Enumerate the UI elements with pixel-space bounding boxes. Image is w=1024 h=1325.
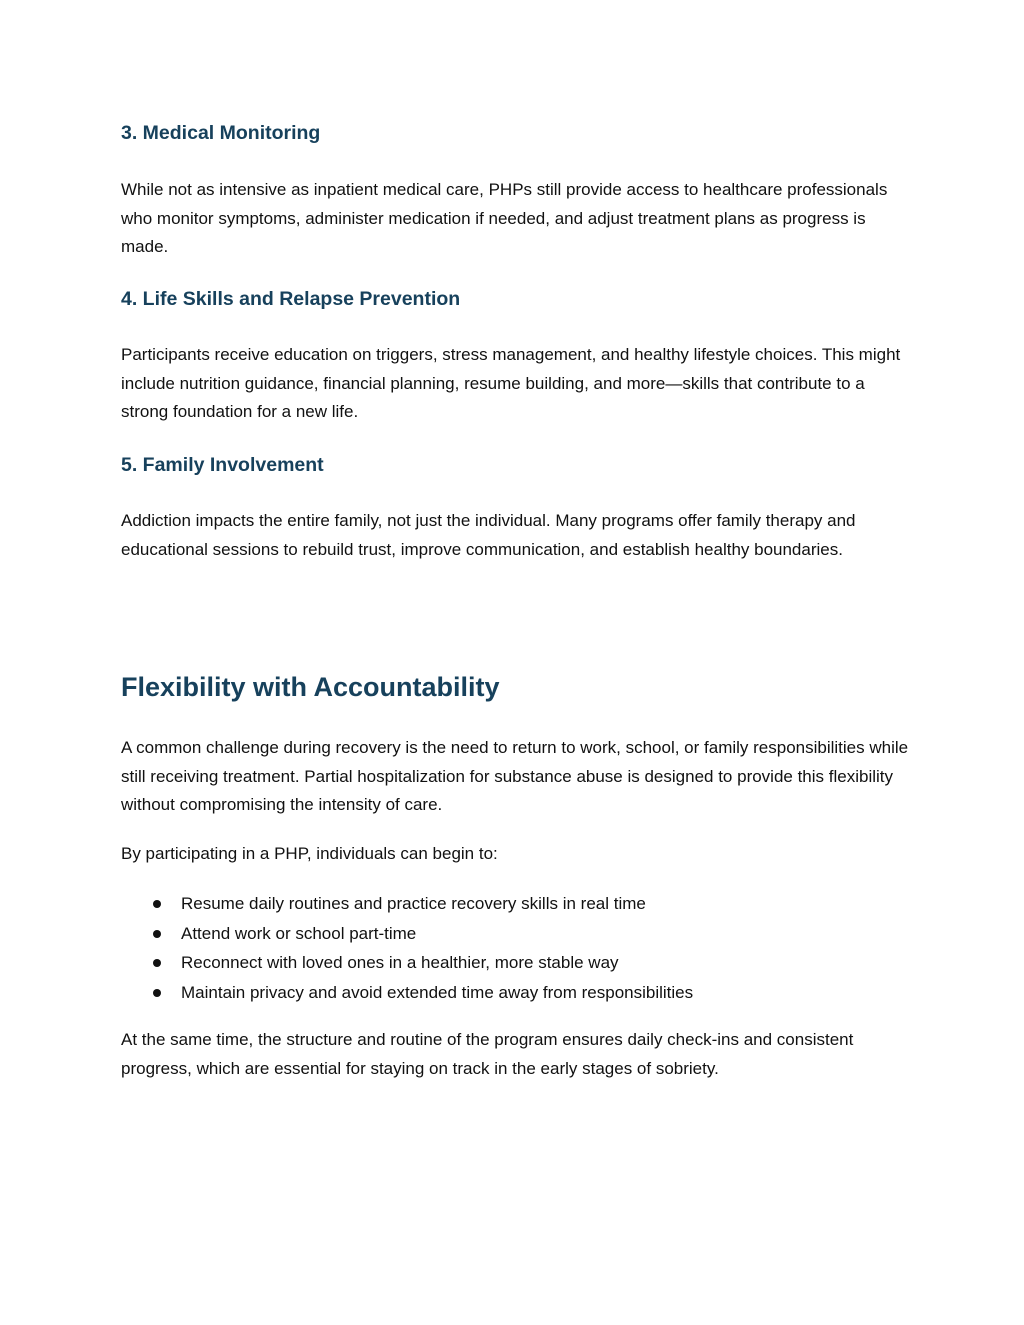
heading-family-involvement: 5. Family Involvement (121, 454, 324, 476)
heading-life-skills: 4. Life Skills and Relapse Prevention (121, 288, 461, 310)
bullet-icon (153, 900, 161, 908)
list-item-text: Attend work or school part-time (181, 923, 417, 943)
paragraph-closing: At the same time, the structure and routine of the program ensures daily check-ins and consistent progress, which are essential for staying on track in the early stages of sobriety. (121, 1030, 854, 1078)
paragraph-lead-in: By participating in a PHP, individuals can begin to: (121, 844, 498, 863)
section-title-flexibility: Flexibility with Accountability (121, 672, 500, 702)
list-item-text: Reconnect with loved ones in a healthier, more stable way (181, 953, 619, 973)
list-item (121, 978, 911, 1008)
paragraph-family-involvement: Addiction impacts the entire family, not just the individual. Many programs offer family therapy and educational sessions to rebuild trust, improve communication, and establish healthy boundaries. (121, 511, 856, 559)
list-item (121, 948, 911, 978)
bullet-icon (153, 930, 161, 938)
list-item-text: Resume daily routines and practice recovery skills in real time (181, 894, 646, 913)
bullet-icon (153, 959, 161, 967)
heading-medical-monitoring: 3. Medical Monitoring (121, 122, 321, 144)
list-item-text: Maintain privacy and avoid extended time away from responsibilities (181, 983, 694, 1003)
list-item (121, 889, 911, 919)
paragraph-medical-monitoring: While not as intensive as inpatient medical care, PHPs still provide access to healthcare professionals who monitor symptoms, administer medication if needed, and adjust treatment plans as progress is made. (121, 180, 888, 256)
bullet-icon (153, 989, 161, 997)
list-item (121, 919, 911, 949)
paragraph-flexibility-intro: A common challenge during recovery is the need to return to work, school, or family responsibilities while still receiving treatment. Partial hospitalization for substance abuse is designed to provide this flexibility without compromising the intensity of care. (121, 738, 909, 814)
paragraph-life-skills: Participants receive education on triggers, stress management, and healthy lifestyle choices. This might include nutrition guidance, financial planning, resume building, and more—skills that contribute to a strong foundation for a new life. (121, 345, 901, 421)
benefits-list (121, 889, 911, 1008)
